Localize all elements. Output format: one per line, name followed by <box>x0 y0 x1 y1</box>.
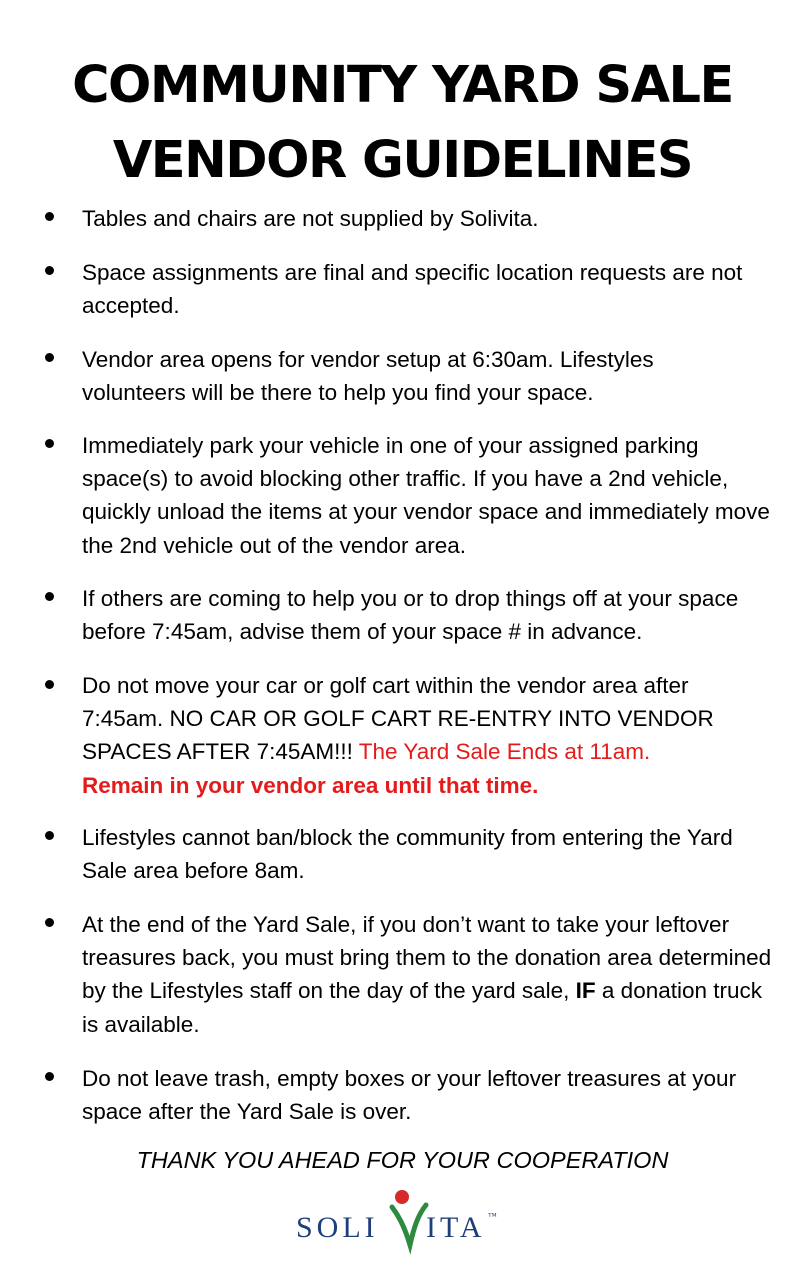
bullet-dot <box>45 831 54 840</box>
bullet-dot <box>45 266 54 275</box>
logo-text-left: SOLI <box>296 1211 379 1244</box>
solivita-logo <box>290 1183 500 1255</box>
bullet-dot <box>45 592 54 601</box>
title-line-1: COMMUNITY YARD SALE <box>72 56 733 115</box>
logo-dot <box>395 1190 409 1204</box>
guideline-space-assignments: Space assignments are final and specific location requests are not accepted. <box>82 260 743 319</box>
guideline-no-trash: Do not leave trash, empty boxes or your leftover treasures at your space after the Yard Sale is over. <box>82 1066 737 1125</box>
logo-trademark: ™ <box>488 1211 497 1221</box>
guideline-no-reentry <box>82 669 772 802</box>
guideline-setup-time: Vendor area opens for vendor setup at 6:30am. Lifestyles volunteers will be there to help you find your space. <box>82 347 654 406</box>
guideline-leftover-text: At the end of the Yard Sale, if you don’t want to take your leftover treasures back, you must bring them to the donation area determined by the Lifestyles staff on the day of the yard sale, <box>82 912 772 1004</box>
guideline-community-access: Lifestyles cannot ban/block the community from entering the Yard Sale area before 8am. <box>82 825 733 884</box>
guideline-helpers: If others are coming to help you or to drop things off at your space before 7:45am, advise them of your space # in advance. <box>82 586 739 645</box>
logo-text-right: ITA <box>426 1211 486 1244</box>
title-line-2: VENDOR GUIDELINES <box>112 131 693 190</box>
yard-sale-end-notice: The Yard Sale Ends at 11am. <box>358 739 651 765</box>
guideline-parking: Immediately park your vehicle in one of your assigned parking space(s) to avoid blocking other traffic. If you have a 2nd vehicle, quickly unload the items at your vendor space and immediately move the 2nd vehicle out of the vendor area. <box>82 433 770 558</box>
bullet-dot <box>45 680 54 689</box>
bullet-dot <box>45 918 54 927</box>
guideline-leftover-donation <box>82 908 772 1041</box>
thank-you-note: THANK YOU AHEAD FOR YOUR COOPERATION <box>136 1147 669 1173</box>
guideline-leftover-if: IF <box>575 978 596 1004</box>
logo-v-mark <box>392 1205 426 1245</box>
bullet-dot <box>45 353 54 362</box>
guideline-no-reentry-text: Do not move your car or golf cart within the vendor area after 7:45am. NO CAR OR GOLF CART RE-ENTRY INTO VENDOR SPACES AFTER 7:45AM!!! <box>82 673 714 765</box>
remain-notice: Remain in your vendor area until that time. <box>82 772 539 798</box>
guideline-leftover-after: a donation truck is available. <box>82 978 763 1037</box>
bullet-dot <box>45 439 54 448</box>
bullet-dot <box>45 212 54 221</box>
guideline-tables-chairs: Tables and chairs are not supplied by Solivita. <box>82 206 539 231</box>
bullet-dot <box>45 1072 54 1081</box>
